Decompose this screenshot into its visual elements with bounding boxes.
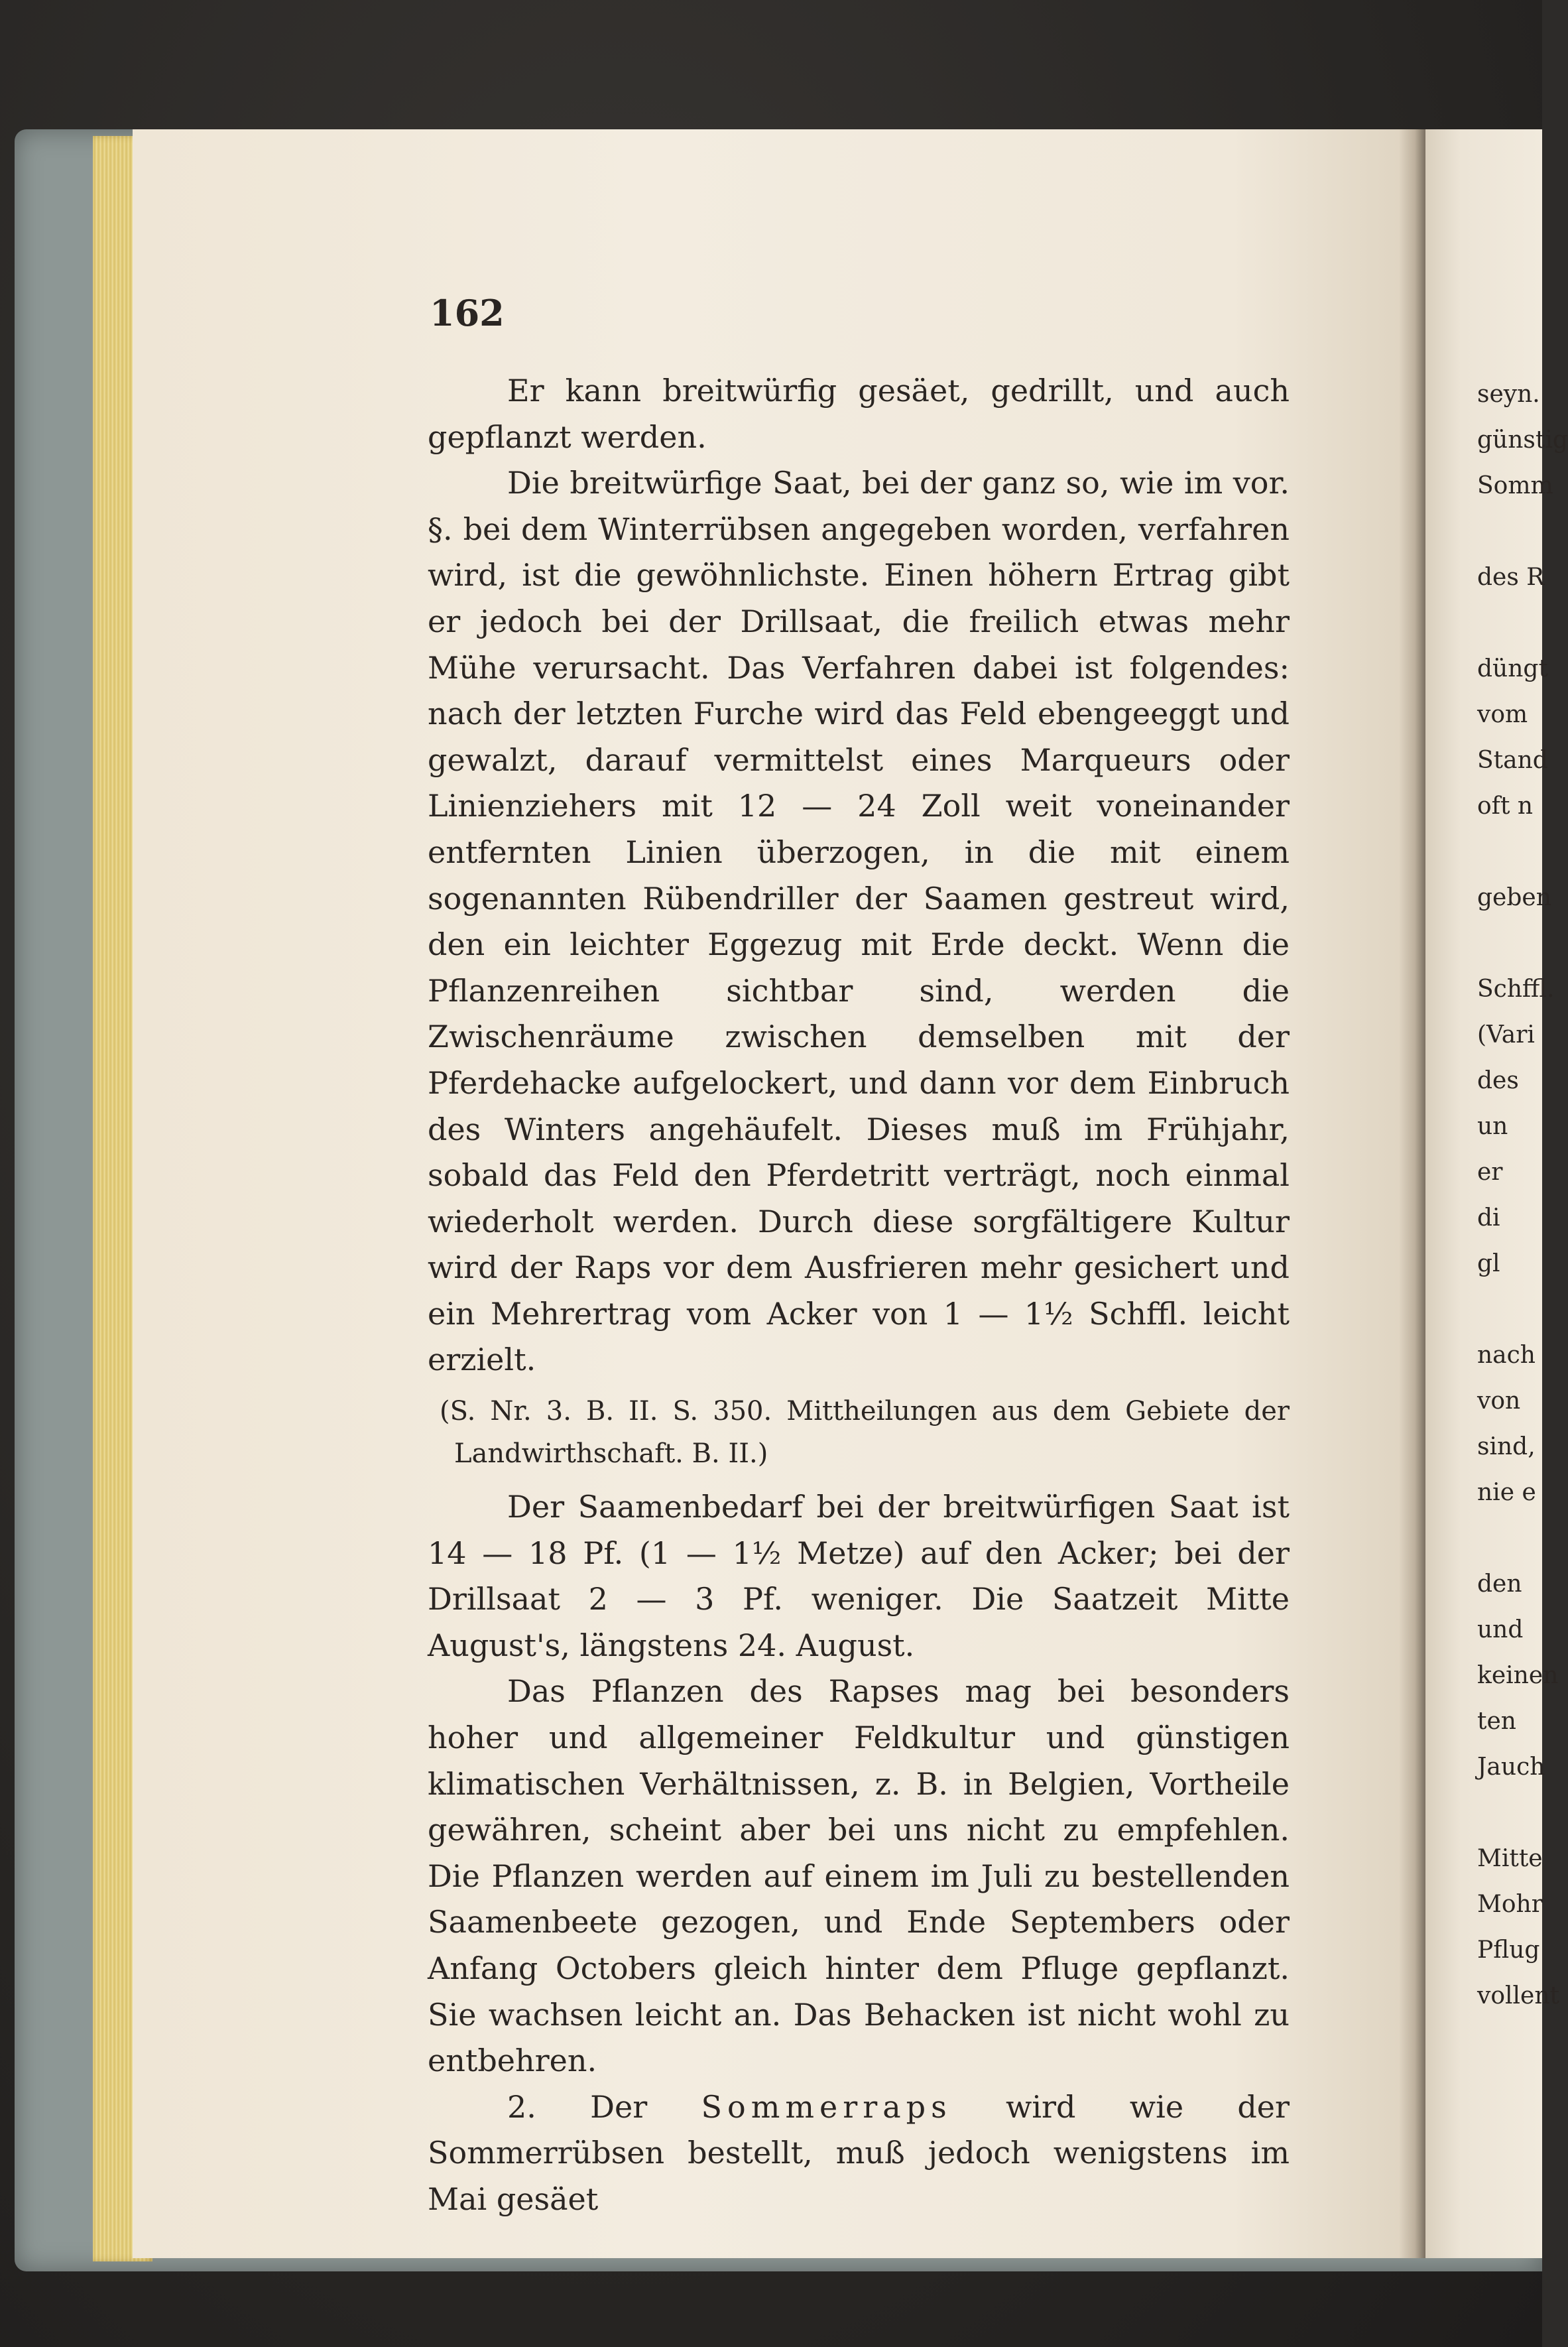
right-page-fragment: Mohr: [1477, 1891, 1543, 1918]
right-page-fragment: Mitte: [1477, 1845, 1543, 1872]
right-page-fragment: sind,: [1477, 1433, 1536, 1460]
page-body: [428, 368, 1290, 2223]
right-page-fragment: Schffl.: [1477, 976, 1555, 1003]
right-page-fragment: den: [1477, 1570, 1522, 1598]
right-page-fragment: keinen: [1477, 1662, 1559, 1689]
paragraph-last: [428, 2084, 1290, 2223]
right-page-fragment: von: [1477, 1387, 1521, 1415]
book-gutter: [1399, 129, 1425, 2258]
right-page-fragment: nach: [1477, 1342, 1536, 1369]
right-page-fragment: Jauch: [1477, 1753, 1545, 1781]
paragraph-prefix: 2. Der: [507, 2088, 701, 2125]
paragraph-suffix: wird wie der Sommerrübsen bestellt, muß jedoch wenigstens im Mai gesäet: [428, 2088, 1290, 2217]
right-page-fragment: seyn.: [1477, 381, 1540, 408]
right-page-fragment: des R: [1477, 564, 1545, 591]
right-page-fragment: gl: [1477, 1250, 1500, 1277]
paragraph: Das Pflanzen des Rapses mag bei besonders hoher und allgemeiner Feldkultur und günstigen klimatischen Verhältnissen, z. B. in Belgien, Vortheile gewähren, scheint aber bei uns nicht zu empfehlen. Die Pflanzen werden auf einem im Juli zu bestellenden Saamenbeete gezogen, und Ende Septembers oder Anfang Octobers gleich hinter dem Pfluge gepflanzt. Sie wachsen leicht an. Das Behacken ist nicht wohl zu entbehren.: [428, 1673, 1290, 2079]
paragraph: Er kann breitwürfig gesäet, gedrillt, und auch gepflanzt werden.: [428, 373, 1290, 455]
right-page-fragment: (Vari: [1477, 1021, 1535, 1048]
right-page-fragment: er: [1477, 1159, 1503, 1186]
right-page-fragment: ten: [1477, 1708, 1516, 1735]
right-page-fragment: di: [1477, 1204, 1500, 1232]
right-page-fragment: [1477, 829, 1543, 875]
right-page-fragment: vom: [1477, 701, 1528, 728]
citation: (S. Nr. 3. B. II. S. 350. Mittheilungen aus dem Gebiete der Landwirthschaft. B. II.): [440, 1396, 1290, 1470]
right-page-fragment: geben: [1477, 884, 1551, 911]
paragraph: Der Saamenbedarf bei der breitwürfigen Saat ist 14 — 18 Pf. (1 — 1½ Metze) auf den Acker; bei der Drillsaat 2 — 3 Pf. weniger. Die Saatzeit Mitte August's, längstens 24. August.: [428, 1489, 1290, 1663]
right-page-fragment: und: [1477, 1616, 1524, 1643]
right-page-fragments: [1477, 371, 1568, 2019]
paragraph: Die breitwürfige Saat, bei der ganz so, wie im vor. §. bei dem Winterrübsen angegeben worden, verfahren wird, ist die gewöhnlichste. Einen höhern Ertrag gibt er jedoch bei der Drillsaat, die freilich etwas mehr Mühe verursacht. Das Verfahren dabei ist folgendes: nach der letzten Furche wird das Feld ebengeeggt und gewalzt, darauf vermittelst eines Marqueurs oder Linienziehers mit 12 — 24 Zoll weit voneinander entfernten Linien überzogen, in die mit einem sogenannten Rübendriller der Saamen gestreut wird, den ein leichter Eggezug mit Erde deckt. Wenn die Pflanzenreihen sichtbar sind, werden die Zwischenräume zwischen demselben mit der Pferdehacke aufgelockert, und dann vor dem Einbruch des Winters angehäufelt. Dieses muß im Frühjahr, sobald das Feld den Pferdetritt verträgt, noch einmal wiederholt werden. Durch diese sorgfältigere Kultur wird der Raps vor dem Ausfrieren mehr gesichert und ein Mehrertrag vom Acker von 1 — 1½ Schffl. leicht erzielt.: [428, 465, 1290, 1378]
right-page-fragment: vollent: [1477, 1982, 1559, 2009]
right-page-fragment: [1477, 1515, 1543, 1561]
right-page-fragment: Stand: [1477, 747, 1548, 774]
right-page-fragment: [1477, 920, 1543, 966]
emphasized-term: Sommerraps: [701, 2088, 952, 2125]
page-number: 162: [430, 292, 505, 334]
right-page-fragment: oft n: [1477, 793, 1534, 820]
right-page-fragment: nie e: [1477, 1479, 1536, 1506]
right-page-fragment: [1477, 1287, 1543, 1332]
right-page-fragment: un: [1477, 1113, 1508, 1140]
right-page-fragment: [1477, 600, 1543, 646]
right-page-fragment: günstig: [1477, 426, 1568, 454]
right-page-fragment: düngt: [1477, 655, 1548, 682]
right-page-fragment: [1477, 509, 1543, 554]
right-page-fragment: Pflug: [1477, 1936, 1540, 1964]
right-page-fragment: des: [1477, 1067, 1519, 1094]
right-page-fragment: [1477, 1790, 1543, 1836]
right-page-fragment: Somm: [1477, 472, 1553, 499]
